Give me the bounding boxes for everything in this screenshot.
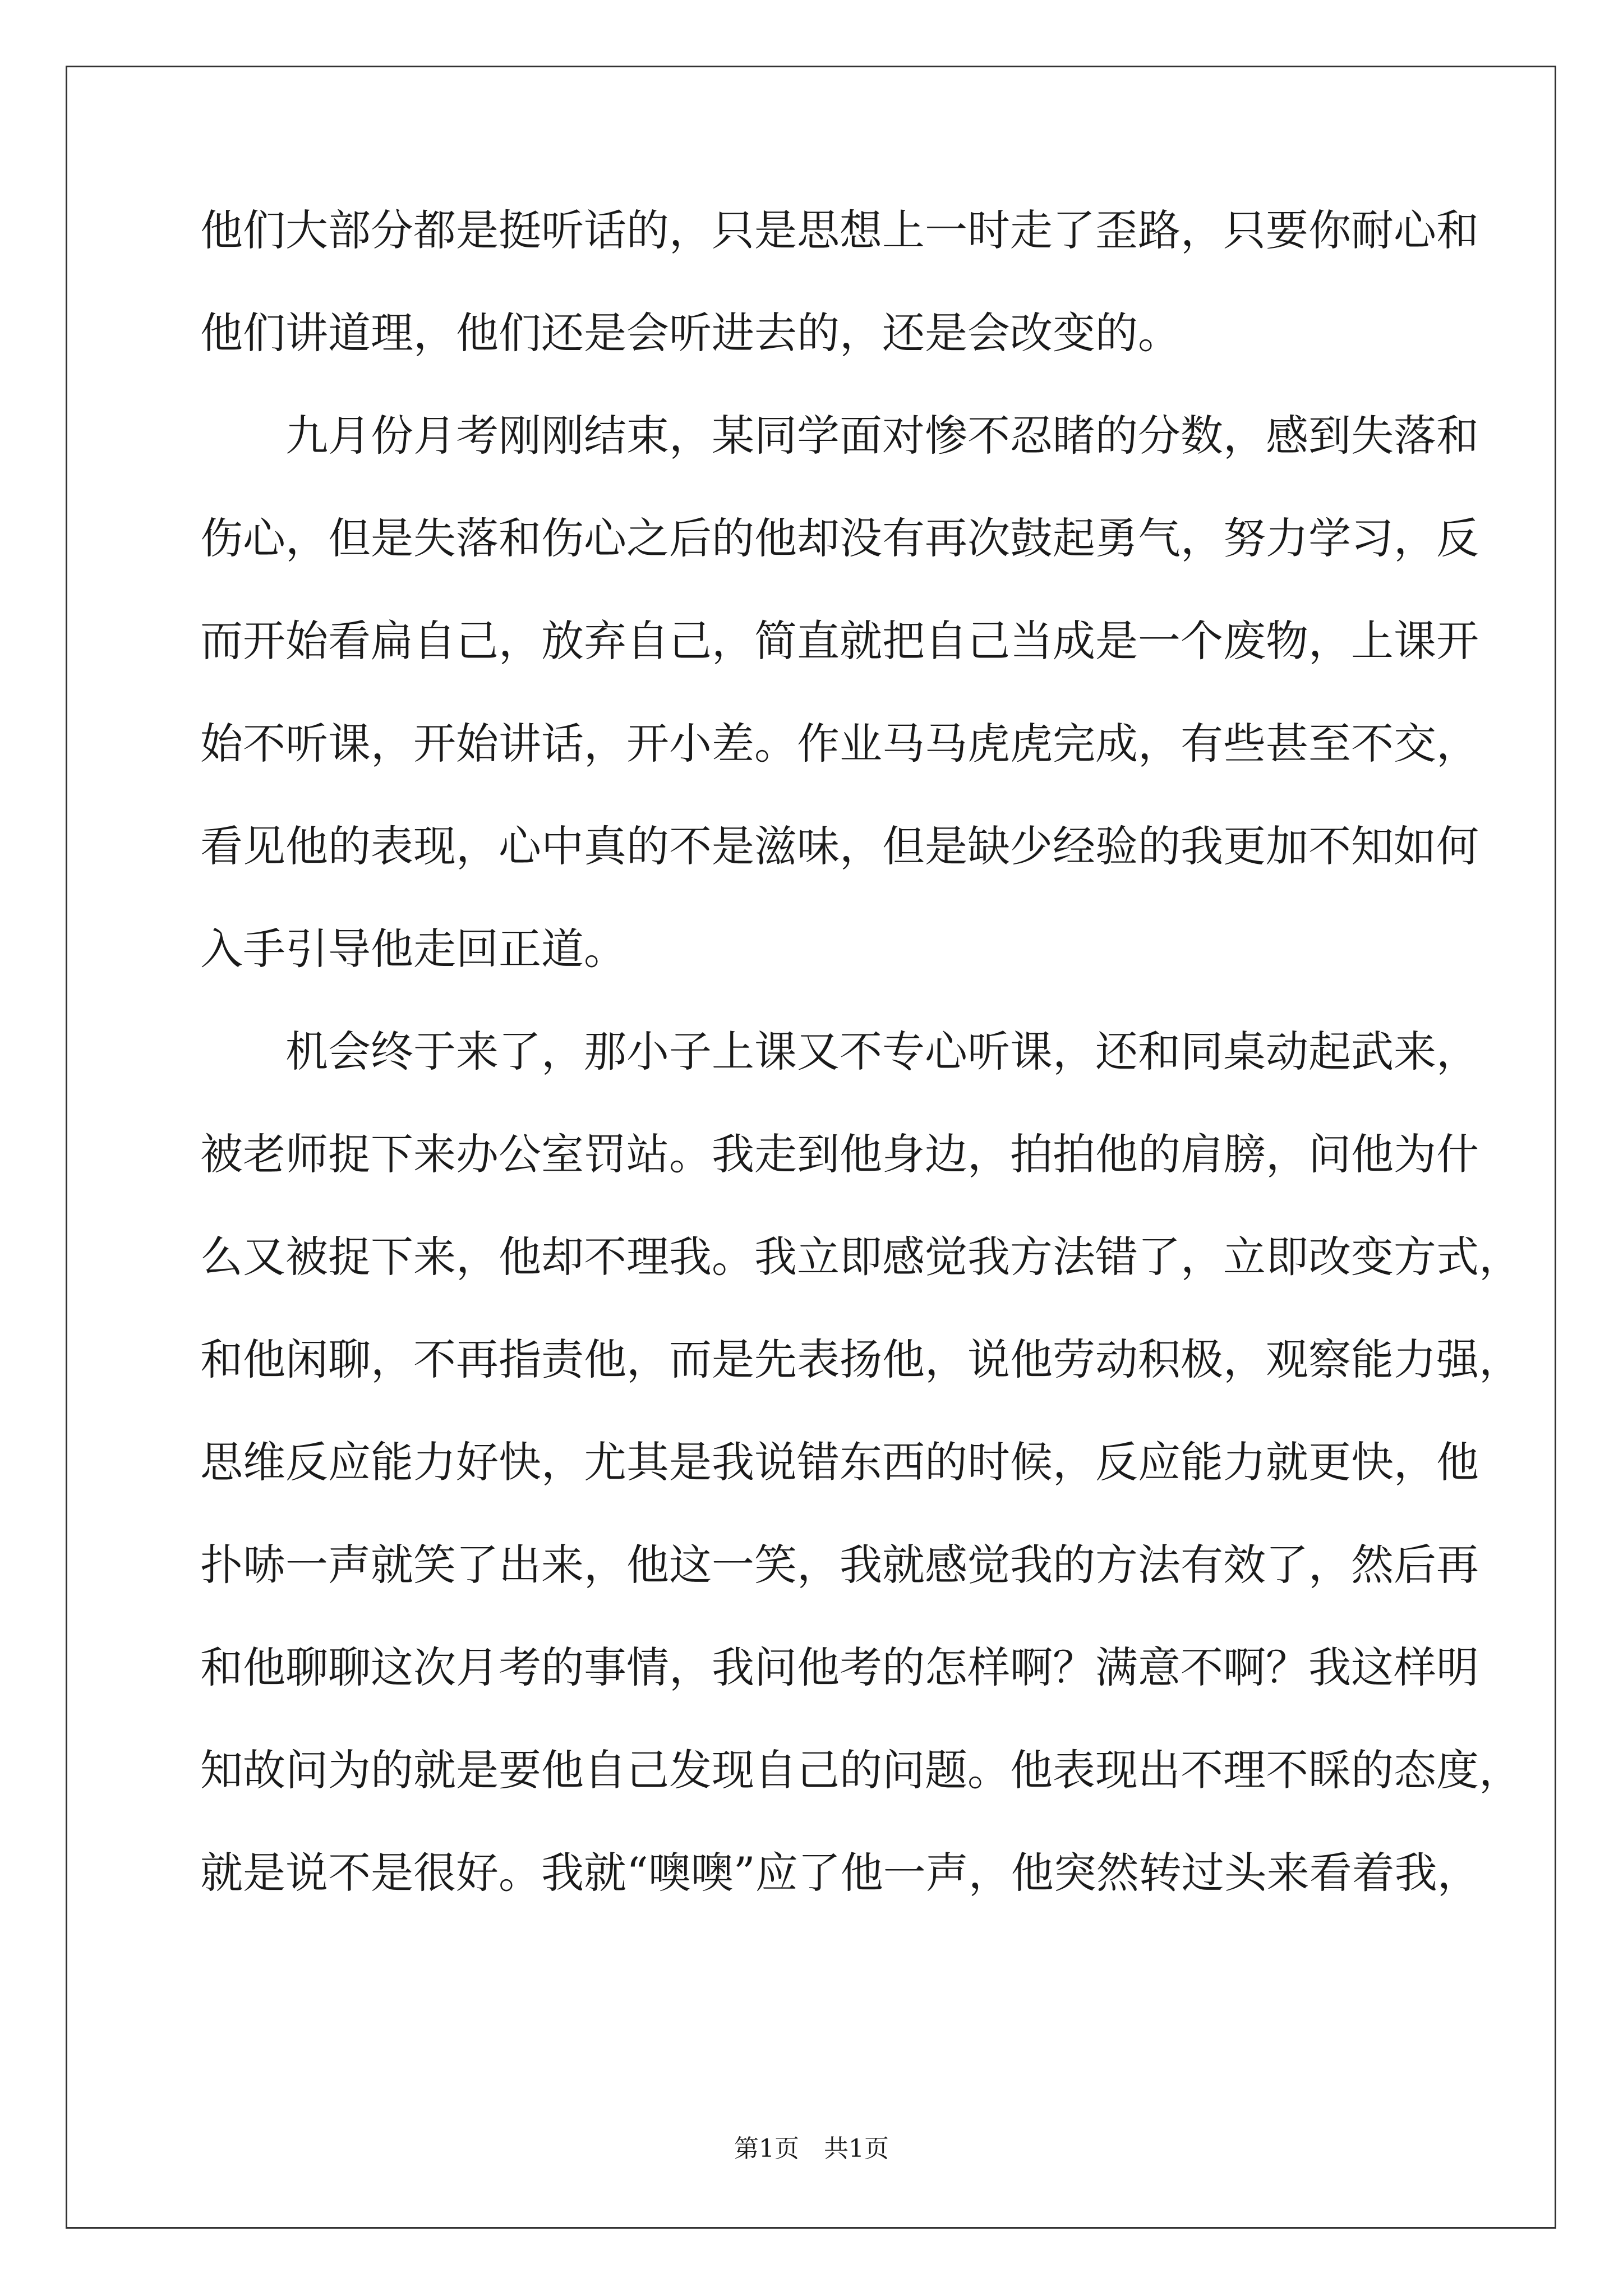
text-line: 就是说不是很好。我就“噢噢”应了他一声，他突然转过头来看着我， <box>200 1848 1480 1898</box>
text-line: 看见他的表现，心中真的不是滋味，但是缺少经验的我更加不知如何 <box>200 821 1479 871</box>
text-line: 始不听课，开始讲话，开小差。作业马马虎虎完成，有些甚至不交， <box>200 719 1479 769</box>
page-number-footer: 第1页 共1页 <box>734 2134 889 2163</box>
text-line: 而开始看扁自己，放弃自己，简直就把自己当成是一个废物，上课开 <box>200 616 1479 666</box>
text-line: 么又被捉下来，他却不理我。我立即感觉我方法错了，立即改变方式， <box>200 1232 1521 1282</box>
text-line: 和他聊聊这次月考的事情，我问他考的怎样啊？满意不啊？我这样明 <box>200 1642 1479 1692</box>
text-line: 他们大部分都是挺听话的，只是思想上一时走了歪路，只要你耐心和 <box>200 205 1479 255</box>
text-line: 他们讲道理，他们还是会听进去的，还是会改变的。 <box>200 308 1181 358</box>
text-line: 伤心，但是失落和伤心之后的他却没有再次鼓起勇气，努力学习，反 <box>200 513 1479 563</box>
text-line: 思维反应能力好快，尤其是我说错东西的时候，反应能力就更快，他 <box>200 1437 1479 1487</box>
text-line: 扑哧一声就笑了出来，他这一笑，我就感觉我的方法有效了，然后再 <box>200 1540 1479 1590</box>
text-line: 机会终于来了，那小子上课又不专心听课，还和同桌动起武来， <box>200 1027 1479 1076</box>
text-line: 九月份月考刚刚结束，某同学面对惨不忍睹的分数，感到失落和 <box>200 411 1479 461</box>
text-line: 被老师捉下来办公室罚站。我走到他身边，拍拍他的肩膀，问他为什 <box>200 1129 1479 1179</box>
text-line: 入手引导他走回正道。 <box>200 924 626 974</box>
text-line: 和他闲聊，不再指责他，而是先表扬他，说他劳动积极，观察能力强， <box>200 1335 1521 1384</box>
text-line: 知故问为的就是要他自己发现自己的问题。他表现出不理不睬的态度， <box>200 1745 1521 1795</box>
